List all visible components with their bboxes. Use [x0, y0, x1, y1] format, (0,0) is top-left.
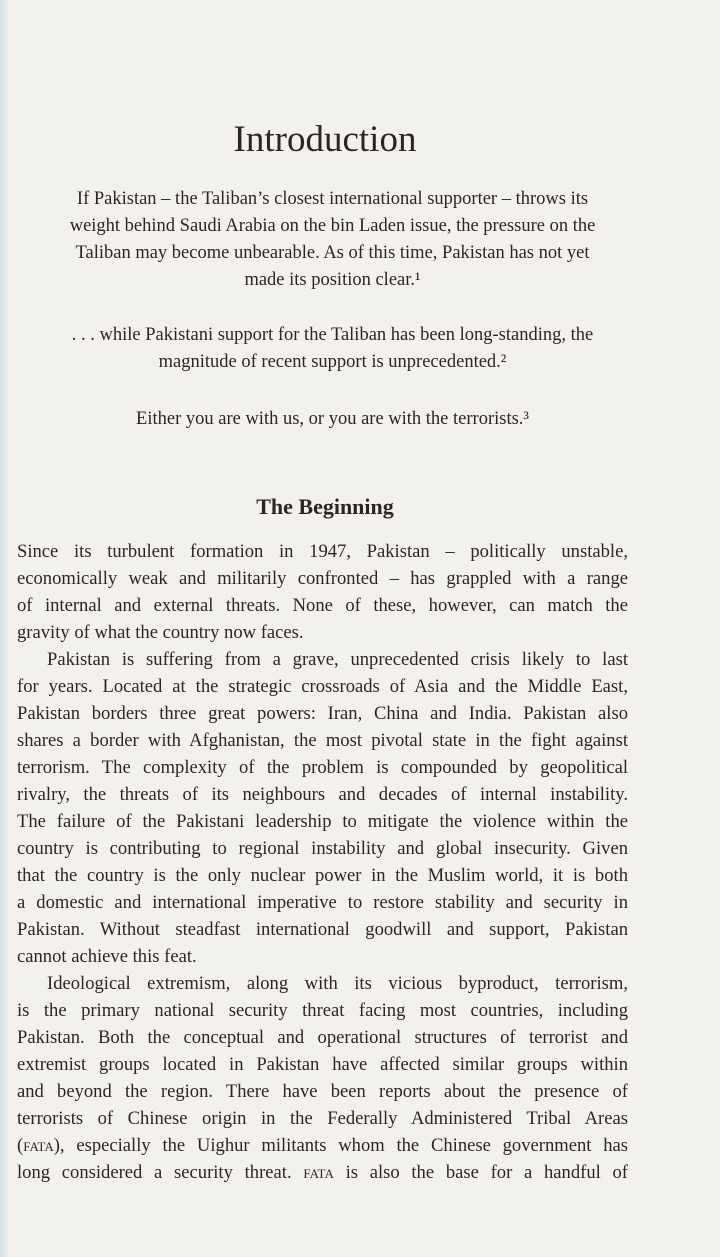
- text-line: Pakistan borders three great powers: Iran, China and India. Pakistan also: [17, 703, 628, 724]
- chapter-title: Introduction: [233, 119, 417, 160]
- text-line: Since its turbulent formation in 1947, Pakistan – politically unstable,: [17, 541, 628, 562]
- paragraph: [17, 538, 628, 646]
- epigraph-line: Taliban may become unbearable. As of this time, Pakistan has not yet: [75, 243, 590, 263]
- text-line: The failure of the Pakistani leadership to mitigate the violence within the: [17, 811, 628, 832]
- text-line: Pakistan. Both the conceptual and operational structures of terrorist and: [17, 1027, 628, 1048]
- epigraph-line: If Pakistan – the Taliban’s closest international supporter – throws its: [76, 189, 589, 209]
- text-line: that the country is the only nuclear power in the Muslim world, it is both: [17, 865, 628, 886]
- text-line: rivalry, the threats of its neighbours and decades of internal instability.: [17, 784, 628, 805]
- text-line: for years. Located at the strategic crossroads of Asia and the Middle East,: [17, 676, 628, 697]
- text-line: shares a border with Afghanistan, the most pivotal state in the fight against: [17, 730, 628, 751]
- epigraph-line: . . . while Pakistani support for the Taliban has been long-standing, the: [71, 325, 594, 345]
- text-line: country is contributing to regional instability and global insecurity. Given: [17, 838, 628, 859]
- text-line: long considered a security threat. fata is also the base for a handful of: [17, 1162, 628, 1183]
- epigraph-line: made its position clear.¹: [244, 270, 421, 290]
- text-line: (fata), especially the Uighur militants whom the Chinese government has: [17, 1135, 628, 1156]
- epigraph-line: Either you are with us, or you are with the terrorists.³: [136, 409, 529, 429]
- text-line: Ideological extremism, along with its vicious byproduct, terrorism,: [47, 973, 628, 994]
- text-line: extremist groups located in Pakistan have affected similar groups within: [17, 1054, 628, 1075]
- epigraph-line: weight behind Saudi Arabia on the bin Laden issue, the pressure on the: [69, 216, 596, 236]
- text-line: Pakistan is suffering from a grave, unprecedented crisis likely to last: [47, 649, 628, 670]
- text-line: and beyond the region. There have been reports about the presence of: [17, 1081, 628, 1102]
- text-line: gravity of what the country now faces.: [17, 622, 304, 643]
- paragraph: [17, 646, 628, 970]
- body-text: [17, 538, 628, 1186]
- text-line: economically weak and militarily confronted – has grappled with a range: [17, 568, 628, 589]
- epigraph-2: [30, 322, 635, 376]
- text-line: terrorism. The complexity of the problem is compounded by geopolitical: [17, 757, 628, 778]
- epigraph-line: magnitude of recent support is unprecedented.²: [158, 352, 507, 372]
- page-edge: [0, 0, 8, 1257]
- text-line: cannot achieve this feat.: [17, 946, 197, 967]
- epigraph-3: [30, 406, 635, 433]
- text-line: terrorists of Chinese origin in the Federally Administered Tribal Areas: [17, 1108, 628, 1129]
- paragraph: [17, 970, 628, 1186]
- text-line: a domestic and international imperative to restore stability and security in: [17, 892, 628, 913]
- epigraph-1: [30, 186, 635, 294]
- text-line: of internal and external threats. None of these, however, can match the: [17, 595, 628, 616]
- text-line: is the primary national security threat facing most countries, including: [17, 1000, 628, 1021]
- section-heading: The Beginning: [256, 494, 394, 519]
- text-line: Pakistan. Without steadfast international goodwill and support, Pakistan: [17, 919, 628, 940]
